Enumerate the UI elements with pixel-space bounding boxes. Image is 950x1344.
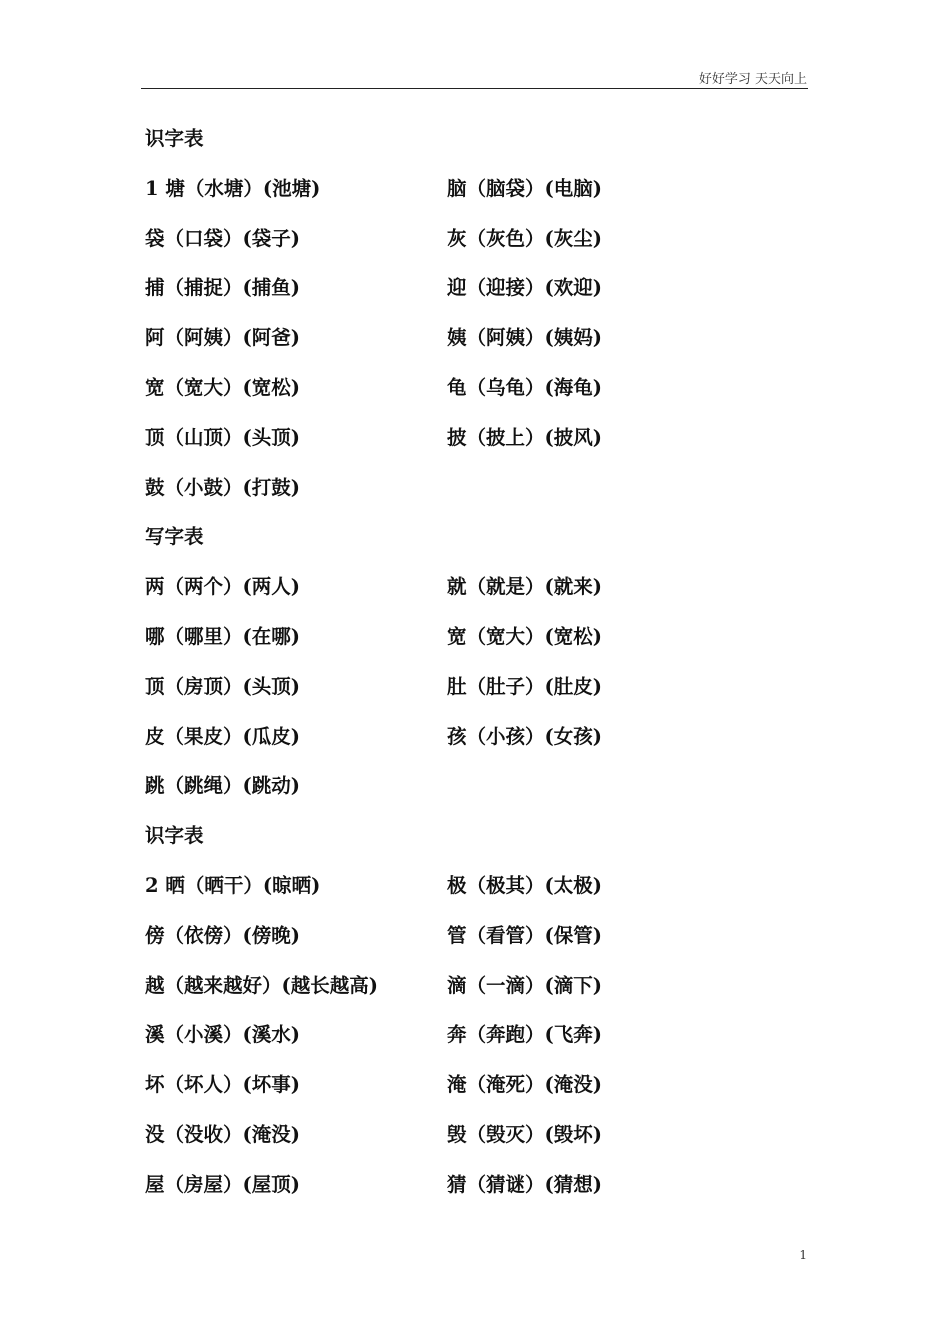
word-row (145, 761, 765, 811)
word-entry-left: 坏（坏人）(坏事) (145, 1073, 300, 1097)
word-entry-left: 屋（房屋）(屋顶) (145, 1172, 300, 1196)
word-entry-right: 宽（宽大）(宽松) (447, 624, 602, 648)
word-entry-left: 捕（捕捉）(捕鱼) (145, 276, 300, 300)
word-entry-right: 滴（一滴）(滴下) (447, 973, 602, 997)
word-entry-right: 猜（猜谜）(猜想) (447, 1172, 602, 1196)
word-entry-right: 毁（毁灭）(毁坏) (447, 1122, 602, 1146)
word-row (145, 911, 765, 961)
word-entry-right: 龟（乌龟）(海龟) (447, 375, 602, 399)
word-entry-left: 袋（口袋）(袋子) (145, 226, 300, 250)
word-entry-left: 皮（果皮）(瓜皮) (145, 724, 300, 748)
page-number: 1 (799, 1248, 807, 1262)
word-row (145, 1110, 765, 1160)
word-entry-left: 两（两个）(两人) (145, 575, 300, 599)
word-row (145, 612, 765, 662)
word-row (145, 662, 765, 712)
word-row (145, 1060, 765, 1110)
word-entry-left: 越（越来越好）(越长越高) (145, 973, 378, 997)
word-entry-right: 脑（脑袋）(电脑) (447, 176, 602, 200)
word-row (145, 214, 765, 264)
word-row (145, 463, 765, 513)
vocabulary-content (145, 114, 765, 1210)
word-entry-right: 披（披上）(披风) (447, 425, 602, 449)
word-row (145, 961, 765, 1011)
header-divider (141, 88, 808, 89)
word-entry-left: 2 晒（晒干）(晾晒) (145, 873, 321, 897)
word-row (145, 313, 765, 363)
word-entry-right: 淹（淹死）(淹没) (447, 1073, 602, 1097)
word-entry-right: 奔（奔跑）(飞奔) (447, 1023, 602, 1047)
word-entry-left: 傍（依傍）(傍晚) (145, 923, 300, 947)
word-entry-left: 哪（哪里）(在哪) (145, 624, 300, 648)
word-entry-right: 迎（迎接）(欢迎) (447, 276, 602, 300)
word-entry-right: 极（极其）(太极) (447, 873, 602, 897)
word-entry-left: 跳（跳绳）(跳动) (145, 774, 300, 798)
word-row (145, 263, 765, 313)
word-entry-right: 孩（小孩）(女孩) (447, 724, 602, 748)
word-entry-left: 溪（小溪）(溪水) (145, 1023, 300, 1047)
word-entry-right: 姨（阿姨）(姨妈) (447, 326, 602, 350)
word-entry-right: 灰（灰色）(灰尘) (447, 226, 602, 250)
section-heading: 写字表 (145, 525, 204, 549)
section-heading: 识字表 (145, 824, 204, 848)
word-entry-left: 没（没收）(淹没) (145, 1122, 300, 1146)
word-row (145, 363, 765, 413)
section-heading: 识字表 (145, 127, 204, 150)
header-text: 好好学习 天天向上 (698, 72, 807, 87)
word-row (145, 562, 765, 612)
word-row (145, 1010, 765, 1060)
word-entry-left: 阿（阿姨）(阿爸) (145, 326, 300, 350)
word-entry-left: 宽（宽大）(宽松) (145, 375, 300, 399)
word-entry-left: 1 塘（水塘）(池塘) (145, 176, 321, 200)
word-entry-right: 管（看管）(保管) (447, 923, 602, 947)
word-row (145, 712, 765, 762)
word-row (145, 413, 765, 463)
word-entry-left: 顶（山顶）(头顶) (145, 425, 300, 449)
word-entry-right: 肚（肚子）(肚皮) (447, 674, 602, 698)
word-row (145, 1160, 765, 1210)
word-row (145, 164, 765, 214)
word-entry-left: 顶（房顶）(头顶) (145, 674, 300, 698)
word-entry-left: 鼓（小鼓）(打鼓) (145, 475, 300, 499)
word-row (145, 861, 765, 911)
word-entry-right: 就（就是）(就来) (447, 575, 602, 599)
